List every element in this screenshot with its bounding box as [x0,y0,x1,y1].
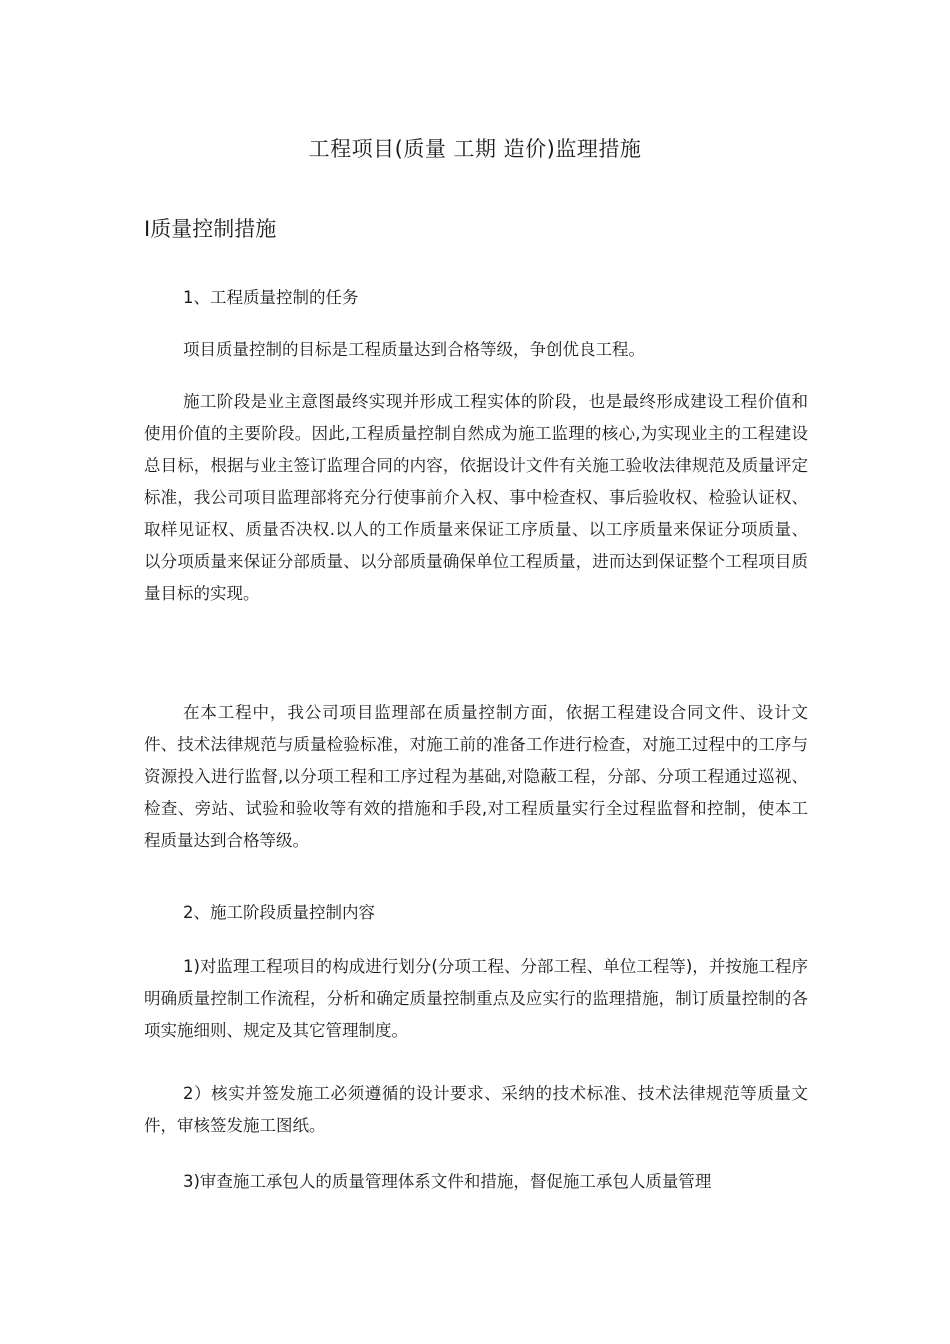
paragraph-quality-goal: 项目质量控制的目标是工程质量达到合格等级，争创优良工程。 [183,340,645,359]
paragraph-item-2: 2）核实并签发施工必须遵循的设计要求、采纳的技术标准、技术法律规范等质量文件，审核签发施工图纸。 [144,1084,808,1135]
heading-construction-quality-content: 2、施工阶段质量控制内容 [183,903,375,922]
paragraph-item-3: 3)审查施工承包人的质量管理体系文件和措施，督促施工承包人质量管理 [183,1172,712,1191]
section-heading-quality-control: I质量控制措施 [144,217,277,241]
paragraph-item-1: 1)对监理工程项目的构成进行划分(分项工程、分部工程、单位工程等)，并按施工程序明确质量控制工作流程，分析和确定质量控制重点及应实行的监理措施，制订质量控制的各项实施细则、规定及其它管理制度。 [144,957,808,1040]
paragraph-construction-stage: 施工阶段是业主意图最终实现并形成工程实体的阶段，也是最终形成建设工程价值和使用价值的主要阶段。因此,工程质量控制自然成为施工监理的核心,为实现业主的工程建设总目标，根据与业主签订监理合同的内容，依据设计文件有关施工验收法律规范及质量评定标准，我公司项目监理部将充分行使事前介入权、事中检查权、事后验收权、检验认证权、取样见证权、质量否决权.以人的工作质量来保证工序质量、以工序质量来保证分项质量、以分项质量来保证分部质量、以分部质量确保单位工程质量，进而达到保证整个工程项目质量目标的实现。 [144,392,808,603]
document-title: 工程项目(质量 工期 造价)监理措施 [308,137,642,161]
heading-quality-control-task: 1、工程质量控制的任务 [183,288,359,307]
paragraph-project-supervision: 在本工程中，我公司项目监理部在质量控制方面，依据工程建设合同文件、设计文件、技术法律规范与质量检验标准，对施工前的准备工作进行检查，对施工过程中的工序与资源投入进行监督,以分项工程和工序过程为基础,对隐蔽工程，分部、分项工程通过巡视、检查、旁站、试验和验收等有效的措施和手段,对工程质量实行全过程监督和控制，使本工程质量达到合格等级。 [144,703,808,850]
